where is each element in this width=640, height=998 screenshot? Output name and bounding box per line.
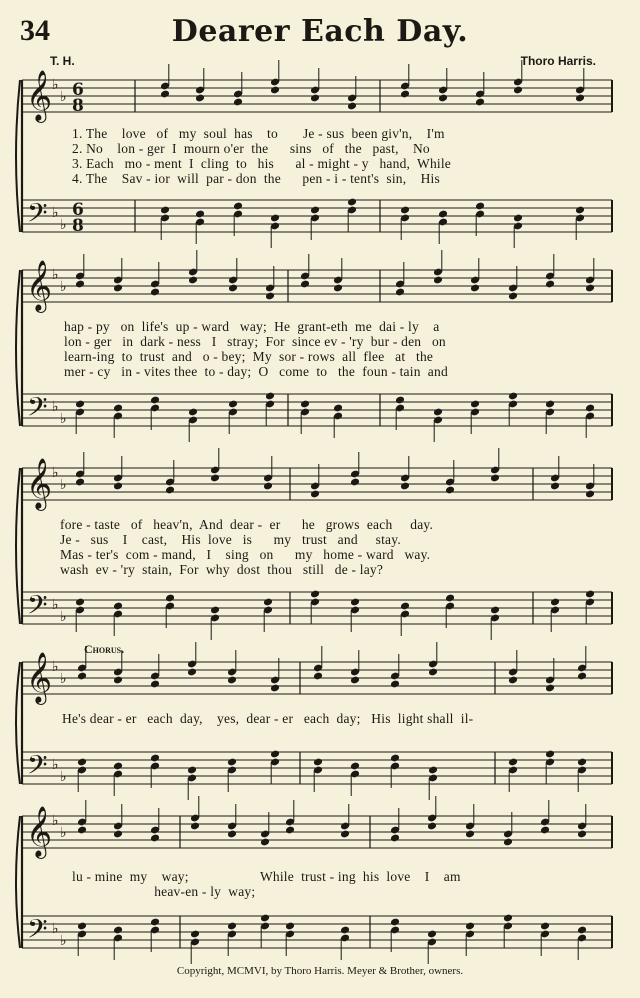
note-head bbox=[233, 202, 243, 211]
note-head bbox=[300, 280, 310, 289]
note-head bbox=[585, 490, 595, 499]
note-head bbox=[227, 676, 237, 685]
note-head bbox=[195, 210, 205, 219]
note-head bbox=[310, 206, 320, 215]
hymn-title: Dearer Each Day. bbox=[171, 14, 469, 49]
note-head bbox=[470, 284, 480, 293]
note-head bbox=[270, 684, 280, 693]
note-head bbox=[585, 590, 595, 599]
note-head bbox=[508, 392, 518, 401]
bass-clef: 𝄢 bbox=[27, 391, 48, 429]
lyric-line: 1. The love of my soul has to Je - sus been giv'n, I'm bbox=[72, 126, 445, 141]
flat-sign: ♭ bbox=[60, 217, 67, 233]
bass-clef: 𝄢 bbox=[27, 749, 48, 787]
note-head bbox=[350, 478, 360, 487]
note-head bbox=[187, 766, 197, 775]
treble-clef: 𝄞 bbox=[26, 652, 53, 703]
note-head bbox=[227, 922, 237, 931]
note-head bbox=[265, 392, 275, 401]
note-head bbox=[190, 822, 200, 831]
note-head bbox=[545, 400, 555, 409]
author-credit: T. H. bbox=[50, 54, 75, 68]
lyric-line: Je - sus I cast, His love is my trust and stay. bbox=[60, 532, 401, 547]
treble-clef: 𝄞 bbox=[26, 260, 53, 311]
treble-clef: 𝄞 bbox=[26, 458, 53, 509]
copyright-notice: Copyright, MCMVI, by Thoro Harris. Meyer & Brother, owners. bbox=[176, 965, 464, 977]
note-head bbox=[400, 90, 410, 99]
note-head bbox=[263, 482, 273, 491]
note-head bbox=[270, 86, 280, 95]
note-head bbox=[347, 198, 357, 207]
note-head bbox=[347, 102, 357, 111]
lyric-line: He's dear - er each day, yes, dear - er each day; His light shall il- bbox=[62, 711, 474, 726]
note-head bbox=[113, 482, 123, 491]
note-head bbox=[427, 930, 437, 939]
note-head bbox=[187, 668, 197, 677]
note-head bbox=[503, 914, 513, 923]
flat-sign: ♭ bbox=[60, 411, 67, 427]
page-number: 34 bbox=[20, 14, 50, 47]
note-head bbox=[540, 826, 550, 835]
lyric-line: Mas - ter's com - mand, I sing on my home - ward way. bbox=[60, 547, 431, 562]
note-head bbox=[285, 922, 295, 931]
note-head bbox=[270, 750, 280, 759]
note-head bbox=[160, 90, 170, 99]
note-head bbox=[77, 826, 87, 835]
note-head bbox=[545, 684, 555, 693]
note-head bbox=[400, 482, 410, 491]
note-head bbox=[577, 926, 587, 935]
note-head bbox=[77, 672, 87, 681]
flat-sign: ♭ bbox=[60, 769, 67, 785]
note-head bbox=[227, 758, 237, 767]
bass-clef: 𝄢 bbox=[27, 913, 48, 951]
note-head bbox=[333, 404, 343, 413]
note-head bbox=[265, 292, 275, 301]
note-head bbox=[340, 830, 350, 839]
note-head bbox=[445, 486, 455, 495]
note-head bbox=[470, 400, 480, 409]
time-signature: 6 bbox=[72, 200, 84, 220]
flat-sign: ♭ bbox=[52, 465, 59, 481]
note-head bbox=[310, 590, 320, 599]
flat-sign: ♭ bbox=[60, 609, 67, 625]
treble-clef: 𝄞 bbox=[26, 806, 53, 857]
note-head bbox=[75, 400, 85, 409]
note-head bbox=[438, 210, 448, 219]
note-head bbox=[113, 404, 123, 413]
flat-sign: ♭ bbox=[60, 279, 67, 295]
note-head bbox=[233, 98, 243, 107]
note-head bbox=[575, 206, 585, 215]
note-head bbox=[263, 598, 273, 607]
note-head bbox=[150, 754, 160, 763]
note-head bbox=[340, 926, 350, 935]
flat-sign: ♭ bbox=[52, 659, 59, 675]
note-head bbox=[585, 284, 595, 293]
note-head bbox=[550, 482, 560, 491]
note-head bbox=[260, 914, 270, 923]
flat-sign: ♭ bbox=[52, 267, 59, 283]
note-head bbox=[508, 292, 518, 301]
lyric-line: learn-ing to trust and o - bey; My sor - rows all flee at the bbox=[64, 349, 434, 364]
note-head bbox=[475, 98, 485, 107]
note-head bbox=[113, 676, 123, 685]
note-head bbox=[285, 826, 295, 835]
note-head bbox=[210, 474, 220, 483]
note-head bbox=[113, 830, 123, 839]
system-brace bbox=[16, 468, 20, 624]
bass-clef: 𝄢 bbox=[27, 197, 48, 235]
note-head bbox=[75, 478, 85, 487]
note-head bbox=[113, 926, 123, 935]
note-head bbox=[540, 922, 550, 931]
flat-sign: ♭ bbox=[52, 399, 59, 415]
note-head bbox=[490, 606, 500, 615]
note-head bbox=[313, 758, 323, 767]
lyric-line: lu - mine my way; While trust - ing his love I am bbox=[72, 869, 461, 884]
note-head bbox=[428, 766, 438, 775]
system-brace bbox=[16, 662, 20, 784]
note-head bbox=[390, 834, 400, 843]
lyric-line: 4. The Sav - ior will par - don the pen - i - tent's sin, His bbox=[72, 171, 440, 186]
flat-sign: ♭ bbox=[52, 813, 59, 829]
time-signature: 8 bbox=[72, 216, 84, 236]
note-head bbox=[585, 404, 595, 413]
time-signature: 8 bbox=[72, 96, 84, 116]
lyric-line: heav-en - ly way; bbox=[72, 884, 256, 899]
note-head bbox=[350, 598, 360, 607]
note-head bbox=[210, 606, 220, 615]
note-head bbox=[350, 762, 360, 771]
note-head bbox=[438, 94, 448, 103]
note-head bbox=[188, 408, 198, 417]
note-head bbox=[390, 680, 400, 689]
flat-sign: ♭ bbox=[52, 205, 59, 221]
lyric-line: hap - py on life's up - ward way; He grant-eth me dai - ly a bbox=[64, 319, 440, 334]
note-head bbox=[150, 834, 160, 843]
system-brace bbox=[16, 270, 20, 426]
note-head bbox=[550, 598, 560, 607]
note-head bbox=[545, 280, 555, 289]
note-head bbox=[465, 830, 475, 839]
note-head bbox=[113, 602, 123, 611]
flat-sign: ♭ bbox=[60, 89, 67, 105]
note-head bbox=[575, 94, 585, 103]
lyric-line: 3. Each mo - ment I cling to his al - might - y hand, While bbox=[72, 156, 451, 171]
flat-sign: ♭ bbox=[52, 77, 59, 93]
note-head bbox=[228, 284, 238, 293]
system-brace bbox=[16, 80, 20, 232]
note-head bbox=[508, 676, 518, 685]
lyric-line: 2. No lon - ger I mourn o'er the sins of the past, No bbox=[72, 141, 430, 156]
note-head bbox=[313, 672, 323, 681]
lyric-line: wash ev - 'ry stain, For why dost thou still de - lay? bbox=[60, 562, 384, 577]
note-head bbox=[270, 214, 280, 223]
note-head bbox=[508, 758, 518, 767]
note-head bbox=[75, 280, 85, 289]
note-head bbox=[188, 276, 198, 285]
note-head bbox=[77, 758, 87, 767]
note-head bbox=[310, 94, 320, 103]
note-head bbox=[310, 490, 320, 499]
note-head bbox=[577, 758, 587, 767]
note-head bbox=[113, 284, 123, 293]
note-head bbox=[333, 284, 343, 293]
note-head bbox=[503, 838, 513, 847]
note-head bbox=[160, 206, 170, 215]
note-head bbox=[227, 830, 237, 839]
composer-credit: Thoro Harris. bbox=[520, 54, 596, 68]
note-head bbox=[195, 94, 205, 103]
flat-sign: ♭ bbox=[60, 477, 67, 493]
flat-sign: ♭ bbox=[60, 825, 67, 841]
time-signature: 6 bbox=[72, 80, 84, 100]
note-head bbox=[75, 598, 85, 607]
note-head bbox=[165, 594, 175, 603]
note-head bbox=[490, 474, 500, 483]
note-head bbox=[150, 288, 160, 297]
note-head bbox=[545, 750, 555, 759]
treble-clef: 𝄞 bbox=[26, 70, 53, 121]
note-head bbox=[390, 754, 400, 763]
note-head bbox=[513, 214, 523, 223]
note-head bbox=[465, 922, 475, 931]
note-head bbox=[427, 822, 437, 831]
note-head bbox=[150, 396, 160, 405]
note-head bbox=[577, 830, 587, 839]
note-head bbox=[400, 602, 410, 611]
bass-clef: 𝄢 bbox=[27, 589, 48, 627]
note-head bbox=[395, 396, 405, 405]
note-head bbox=[113, 762, 123, 771]
note-head bbox=[390, 918, 400, 927]
flat-sign: ♭ bbox=[52, 757, 59, 773]
lyric-line: fore - taste of heav'n, And dear - er he grows each day. bbox=[60, 517, 434, 532]
note-head bbox=[77, 922, 87, 931]
flat-sign: ♭ bbox=[52, 597, 59, 613]
note-head bbox=[475, 202, 485, 211]
flat-sign: ♭ bbox=[60, 671, 67, 687]
system-brace bbox=[16, 816, 20, 948]
note-head bbox=[445, 594, 455, 603]
note-head bbox=[513, 86, 523, 95]
note-head bbox=[150, 680, 160, 689]
note-head bbox=[300, 400, 310, 409]
note-head bbox=[577, 672, 587, 681]
note-head bbox=[350, 676, 360, 685]
flat-sign: ♭ bbox=[60, 933, 67, 949]
note-head bbox=[260, 838, 270, 847]
note-head bbox=[165, 486, 175, 495]
note-head bbox=[433, 408, 443, 417]
note-head bbox=[433, 276, 443, 285]
note-head bbox=[190, 930, 200, 939]
lyric-line: lon - ger in dark - ness I stray; For since ev - 'ry bur - den on bbox=[64, 334, 446, 349]
lyric-line: mer - cy in - vites thee to - day; O come to the foun - tain and bbox=[64, 364, 448, 379]
note-head bbox=[400, 206, 410, 215]
note-head bbox=[395, 288, 405, 297]
note-head bbox=[150, 918, 160, 927]
note-head bbox=[428, 668, 438, 677]
flat-sign: ♭ bbox=[52, 921, 59, 937]
note-head bbox=[228, 400, 238, 409]
chorus-label: Chorus. bbox=[84, 642, 125, 656]
